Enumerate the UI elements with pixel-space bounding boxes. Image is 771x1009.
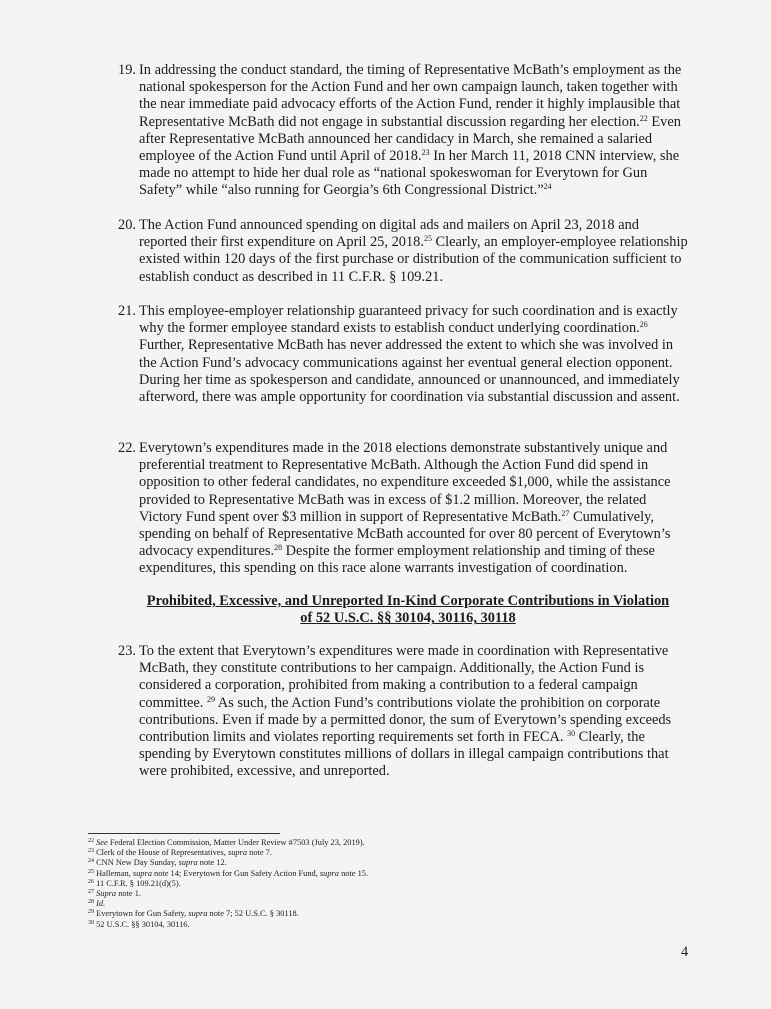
footnote-divider xyxy=(88,833,280,834)
text-run: Despite the former employment relationship and timing of these expenditures, this spending on this race alone warrants investigation of coordination. xyxy=(139,543,655,577)
footnotes xyxy=(88,838,608,930)
italic-text: supra xyxy=(178,858,198,868)
footnote-ref: 30 xyxy=(567,729,576,739)
paragraph-number: 22. xyxy=(118,440,136,456)
paragraph-23 xyxy=(118,643,690,781)
footnote xyxy=(88,879,608,889)
text-run: note 1. xyxy=(116,889,141,899)
footnote xyxy=(88,869,608,879)
text-run: Everytown’s expenditures made in the 2018 elections demonstrate substantively unique and preferential treatment to Representative McBath. Although the Action Fund did spend in opposition to other federal candidates, no expenditure exceeded $1,000, while the assistance provided to Representative McBath was in excess of $1.2 million. Moreover, the related Victory Fund spent over $3 million in support of Representative McBath. xyxy=(139,440,671,525)
italic-text: supra xyxy=(319,868,339,878)
text-run: As such, the Action Fund’s contributions violate the prohibition on corporate contributions. Even if made by a permitted donor, the sum of Everytown’s spending exceeds contribution limits and violates reporting requirements set forth in FECA. xyxy=(139,694,672,746)
paragraph-number: 19. xyxy=(118,62,136,78)
footnote-ref: 25 xyxy=(423,234,432,244)
text-run: Cumulatively, spending on behalf of Representative McBath accounted for over 80 percent of Everytown’s advocacy expenditures. xyxy=(139,508,671,560)
footnote-ref: 28 xyxy=(274,543,283,553)
italic-text: See xyxy=(96,838,108,847)
paragraph-20 xyxy=(118,217,690,286)
section-heading-line-2: of 52 U.S.C. §§ 30104, 30116, 30118 xyxy=(300,610,516,627)
paragraph-22 xyxy=(118,440,690,578)
footnote-ref: 29 xyxy=(206,694,215,704)
footnote-ref: 23 xyxy=(421,148,430,158)
text-run: Clearly, an employer-employee relationship existed within 120 days of the first purchase or distribution of the communication sufficient to establish conduct as described in 11 C.F.R. § 109.21. xyxy=(139,234,688,285)
footnote-ref: 24 xyxy=(543,182,552,192)
paragraph-number: 20. xyxy=(118,217,136,233)
section-heading-line-1: Prohibited, Excessive, and Unreported In-Kind Corporate Contributions in Violation xyxy=(146,593,670,609)
paragraph-text xyxy=(118,440,690,578)
text-run: 52 U.S.C. §§ 30104, 30116. xyxy=(96,919,190,929)
text-run: Everytown for Gun Safety, xyxy=(96,909,189,919)
italic-text: Supra xyxy=(96,889,117,899)
footnote xyxy=(88,920,608,930)
footnote xyxy=(88,838,608,848)
paragraph-text xyxy=(118,217,690,286)
text-run: note 7; 52 U.S.C. § 30118. xyxy=(207,909,299,919)
footnote-number: 30 xyxy=(88,919,94,926)
footnote-number: 28 xyxy=(88,899,94,906)
text-run: Clearly, the spending by Everytown constitutes millions of dollars in illegal campaign contributions that were prohibited, excessive, and unreported. xyxy=(139,729,669,780)
paragraph-number: 23. xyxy=(118,643,136,659)
paragraph-text xyxy=(118,303,690,406)
text-run: note 12. xyxy=(197,858,227,868)
page-number: 4 xyxy=(681,944,689,960)
text-run: note 7. xyxy=(247,848,272,858)
footnote xyxy=(88,899,608,909)
text-run: This employee-employer relationship guaranteed privacy for such coordination and is exactly why the former employee standard exists to establish conduct underlying coordination. xyxy=(139,303,678,337)
footnote-number: 25 xyxy=(88,868,94,875)
paragraph-21 xyxy=(118,303,690,406)
footnote xyxy=(88,858,608,868)
text-run: note 14; Everytown for Gun Safety Action Fund, xyxy=(151,868,320,878)
paragraph-text xyxy=(118,643,690,781)
text-run: Halleman, xyxy=(96,868,133,878)
footnote-ref: 26 xyxy=(639,320,648,330)
text-run: The Action Fund announced spending on digital ads and mailers on April 23, 2018 and reported their first expenditure on April 25, 2018. xyxy=(139,217,639,251)
footnote xyxy=(88,909,608,919)
footnote-number: 27 xyxy=(88,889,94,896)
paragraph-text xyxy=(118,62,690,200)
footnote-number: 24 xyxy=(88,858,94,865)
italic-text: supra xyxy=(132,868,152,878)
text-run: 11 C.F.R. § 109.21(d)(5). xyxy=(96,878,181,888)
text-run: Even after Representative McBath announced her candidacy in March, she remained a salaried employee of the Action Fund until April of 2018. xyxy=(139,113,681,165)
section-heading xyxy=(130,593,686,628)
italic-text: Id. xyxy=(96,899,106,909)
footnote-number: 22 xyxy=(88,838,94,844)
footnote xyxy=(88,848,608,858)
footnote-ref: 27 xyxy=(561,508,570,518)
footnote-number: 26 xyxy=(88,878,94,885)
footnote-number: 29 xyxy=(88,909,94,916)
text-run: Further, Representative McBath has never addressed the extent to which she was involved in the Action Fund’s advocacy communications against her eventual general election opponent. During her time as spokesperson and candidate, announced or unannounced, and immediately afterword, there was ample opportunity for coordination via substantial discussion and assent. xyxy=(139,337,680,406)
italic-text: supra xyxy=(188,909,208,919)
text-run: In her March 11, 2018 CNN interview, she made no attempt to hide her dual role as “national spokeswoman for Everytown for Gun Safety” while “also running for Georgia’s 6th Congressional District.” xyxy=(139,148,680,199)
text-run: note 15. xyxy=(338,868,369,878)
footnote-number: 23 xyxy=(88,848,94,855)
text-run: Clerk of the House of Representatives, xyxy=(96,848,228,858)
paragraph-number: 21. xyxy=(118,303,136,319)
footnote xyxy=(88,889,608,899)
italic-text: supra xyxy=(227,848,248,858)
paragraph-19 xyxy=(118,62,690,200)
footnote-ref: 22 xyxy=(639,113,648,123)
text-run: In addressing the conduct standard, the timing of Representative McBath’s employment as the national spokesperson for the Action Fund and her own campaign launch, taken together with the near immediate paid advocacy efforts of the Action Fund, render it highly implausible that Representative McBath did not engage in substantial discussion regarding her election. xyxy=(139,62,682,130)
text-run: CNN New Day Sunday, xyxy=(96,858,179,868)
text-run: To the extent that Everytown’s expenditures were made in coordination with Representative McBath, they constitute contributions to her campaign. Additionally, the Action Fund is considered a corporation, prohibited from making a contribution to a federal campaign committee. xyxy=(139,643,669,711)
text-run: Federal Election Commission, Matter Under Review #7503 (July 23, 2019). xyxy=(107,838,365,847)
